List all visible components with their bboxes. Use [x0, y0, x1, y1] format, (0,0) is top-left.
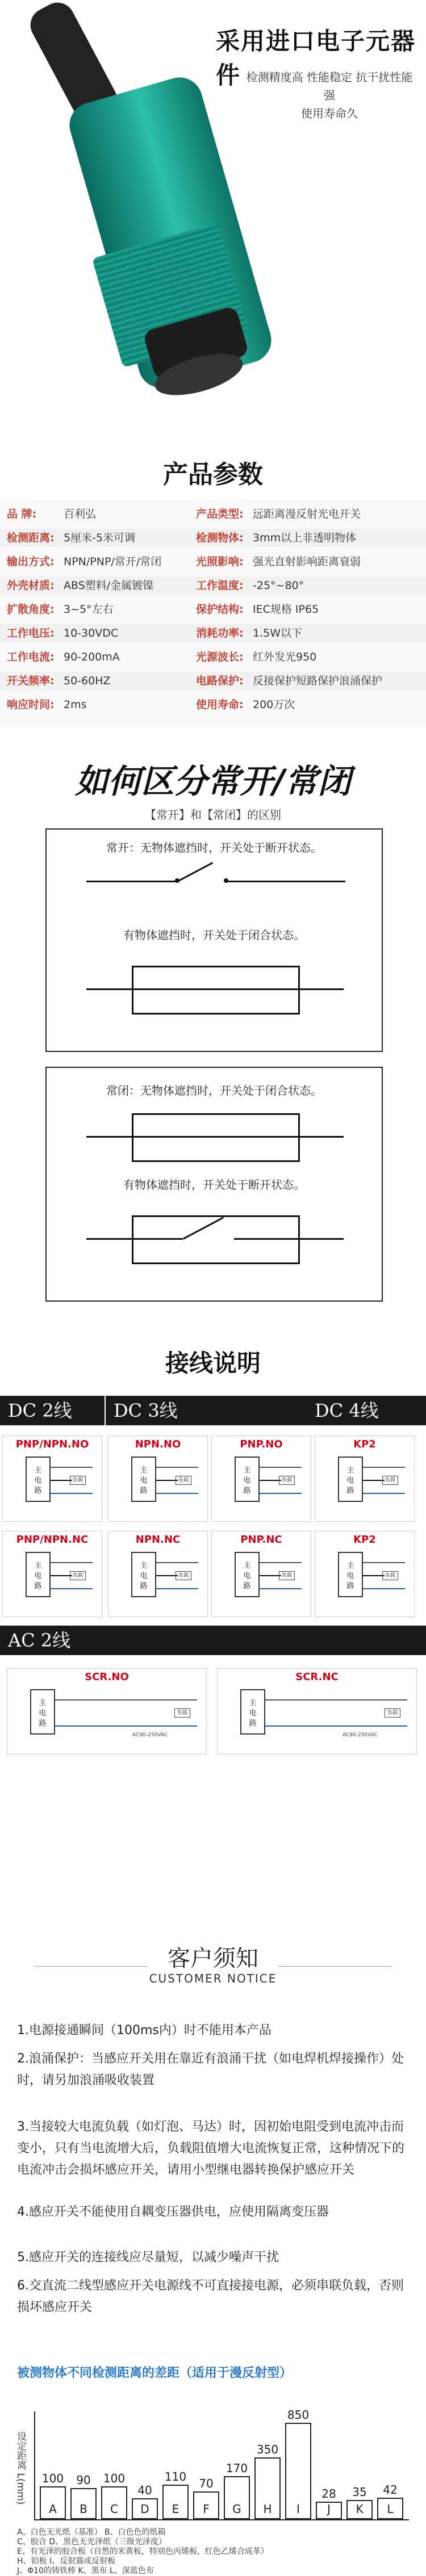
- wiring-card: [211, 1436, 311, 1522]
- param-label: 使用寿命:: [196, 698, 244, 711]
- wire-brown: [363, 1467, 405, 1468]
- hero-slogan-line-2: 使用寿命久: [301, 107, 358, 120]
- main-circuit-box: 主 电 路: [30, 1689, 55, 1735]
- bar-category-label: A: [49, 2502, 57, 2516]
- nc-text-2: 有物体遮挡时，开关处于断开状态。: [123, 1178, 305, 1192]
- load-resistor: 负载: [174, 1708, 190, 1718]
- main-circuit-box: 主 电 路: [131, 1457, 156, 1502]
- bar-value-label: 40: [137, 2484, 152, 2498]
- param-label: 品 牌:: [7, 508, 37, 520]
- notice-item: 1.电源接通瞬间（100ms内）时不能用本产品: [17, 2023, 272, 2038]
- notice-item: 4.感应开关不能使用自耦变压器供电，应使用隔离变压器: [17, 2205, 329, 2219]
- wire-blue: [51, 1493, 93, 1494]
- param-value: 5厘米-5米可调: [64, 532, 136, 544]
- param-row: [0, 600, 426, 618]
- bar-value-label: 110: [164, 2469, 187, 2484]
- param-row: [0, 529, 426, 547]
- bar-category-label: E: [172, 2502, 179, 2516]
- wiring-card-title: PNP.NC: [240, 1534, 282, 1546]
- wiring-card: [217, 1668, 417, 1754]
- wiring-card: [108, 1531, 208, 1617]
- wiring-card-title: KP2: [353, 1438, 376, 1450]
- legend-item: A、白色无光纸（基准） B、白色色的纸箱: [17, 2528, 166, 2537]
- hero-title: 采用进口电子元器件: [216, 27, 416, 89]
- load-resistor: 负载: [70, 1476, 86, 1485]
- bar-value-label: 28: [321, 2487, 336, 2501]
- wire-brown: [260, 1467, 302, 1468]
- main-circuit-box: 主 电 路: [26, 1457, 51, 1502]
- load-resistor: 负载: [176, 1571, 191, 1580]
- param-label: 外壳材质:: [7, 579, 55, 592]
- bar-category-label: J: [327, 2502, 331, 2516]
- wire-brown: [55, 1699, 197, 1701]
- param-row: [0, 624, 426, 642]
- supply-label: AC90-250VAC: [343, 1732, 378, 1738]
- wiring-card-title: SCR.NO: [85, 1671, 129, 1683]
- wire-black: [260, 1575, 281, 1576]
- wiring-card: [315, 1436, 415, 1522]
- param-row: [0, 696, 426, 714]
- wire-brown: [51, 1467, 93, 1468]
- nonc-title: 如何区分常开/常闭: [75, 762, 351, 801]
- param-label: 输出方式:: [7, 555, 55, 568]
- load-resistor: 负载: [382, 1571, 398, 1580]
- param-label: 扩散角度:: [7, 603, 55, 616]
- param-label: 工作电流:: [7, 651, 55, 663]
- params-table: [0, 499, 426, 726]
- bar-dc3: DC 3线: [106, 1396, 307, 1425]
- wire-brown: [260, 1562, 302, 1563]
- param-value: 3~5°左右: [64, 603, 114, 616]
- wire-brown: [265, 1699, 407, 1701]
- load-resistor: 负载: [382, 1476, 398, 1485]
- notice-item: 5.感应开关的连接线应尽量短，以减少噪声干扰: [17, 2250, 279, 2264]
- param-value: ABS塑料/金属镀镍: [64, 579, 154, 592]
- wiring-card-title: NPN.NO: [135, 1438, 181, 1450]
- no-text-1: 常开：无物体遮挡时，开关处于断开状态。: [106, 841, 322, 855]
- param-row: [0, 576, 426, 595]
- bar-category-label: L: [387, 2502, 394, 2516]
- wire-blue: [363, 1588, 405, 1589]
- wiring-card: [108, 1436, 208, 1522]
- bar-category-label: D: [140, 2502, 149, 2516]
- main-circuit-box: 主 电 路: [338, 1457, 363, 1502]
- wire-blue: [260, 1588, 302, 1589]
- nc-text-1: 常闭：无物体遮挡时，开关处于闭合状态。: [106, 1084, 322, 1097]
- param-label: 响应时间:: [7, 698, 55, 711]
- param-label: 保护结构:: [196, 603, 244, 616]
- params-title: 产品参数: [163, 460, 263, 489]
- bar-ac2: AC 2线: [0, 1626, 426, 1655]
- nonc-subtitle: 【常开】和【常闭】的区别: [145, 808, 281, 822]
- supply-label: AC90-250VAC: [132, 1732, 168, 1738]
- param-label: 光源波长:: [196, 651, 244, 663]
- bar-value-label: 100: [103, 2471, 126, 2485]
- wire: [86, 1238, 132, 1240]
- wire-blue: [51, 1588, 93, 1589]
- notice-title: 客户须知: [168, 1946, 258, 1972]
- wire: [86, 988, 132, 990]
- hero-slogan: [244, 68, 415, 123]
- param-row: [0, 672, 426, 690]
- bar-category-label: B: [80, 2502, 87, 2516]
- wire: [226, 881, 345, 882]
- main-circuit-box: 主 电 路: [235, 1552, 260, 1597]
- wire: [234, 1238, 298, 1240]
- chart-ylabel: 设定距离 L(mm): [15, 2431, 26, 2505]
- bar-dc2: DC 2线: [0, 1396, 105, 1425]
- bar-category-label: I: [296, 2502, 300, 2516]
- param-label: 工作电压:: [7, 627, 55, 639]
- wire-black: [156, 1575, 178, 1576]
- param-value: 反接保护短路保护浪涌保护: [253, 675, 383, 687]
- bar-value-label: 170: [225, 2461, 248, 2475]
- wire-brown: [156, 1467, 198, 1468]
- legend-item: J、Φ10的铸铁棒 K、黑布 L、深蓝色布: [17, 2566, 154, 2575]
- hero-slogan-line-1: 检测精度高 性能稳定 抗干扰性能强: [246, 70, 413, 102]
- notice-item: 2.浪涌保护：当感应开关用在靠近有浪涌干扰（如电焊机焊接操作）处时，请另加浪涌吸收装置: [17, 2052, 404, 2087]
- param-value: -25°~80°: [253, 579, 304, 592]
- wire: [298, 1136, 344, 1138]
- param-label: 开关频率:: [7, 675, 55, 687]
- main-circuit-box: 主 电 路: [240, 1689, 265, 1735]
- param-row: [0, 648, 426, 666]
- param-value: 远距离漫反射光电开关: [253, 508, 361, 520]
- wiring-card-title: PNP.NO: [240, 1438, 283, 1450]
- param-value: 200万次: [253, 698, 295, 711]
- main-circuit-box: 主 电 路: [338, 1552, 363, 1597]
- wire: [86, 881, 177, 882]
- param-value: 2ms: [64, 698, 87, 711]
- switch-closed-box: [132, 1113, 300, 1162]
- y-axis: [34, 2411, 35, 2519]
- legend-item: H、铝板 I、反射器或反射板: [17, 2557, 116, 2566]
- wire: [132, 1238, 183, 1240]
- legend-item: C、胶合 D、黑色无光泽纸（三级光泽度）: [17, 2537, 167, 2546]
- wire-blue: [265, 1725, 407, 1727]
- wire-black: [51, 1480, 72, 1481]
- wire-blue: [260, 1493, 302, 1494]
- param-label: 消耗功率:: [196, 627, 244, 639]
- param-label: 检测物体:: [196, 532, 244, 544]
- wiring-card-title: SCR.NC: [295, 1671, 339, 1683]
- wiring-card: [315, 1531, 415, 1617]
- notice-item: 3.当接较大电流负载（如灯泡、马达）时，因初始电阻受到电流冲击而变小，只有当电流增大后，负载阻值增大电流恢复正常，这种情况下的电流冲击会损坏感应开关，请用小型继电器转换保护感应开关: [17, 2120, 405, 2177]
- param-row: [0, 505, 426, 523]
- load-resistor: 负载: [385, 1708, 400, 1718]
- param-value: 1.5W以下: [253, 627, 303, 639]
- wire-black: [363, 1480, 385, 1481]
- main-circuit-box: 主 电 路: [131, 1552, 156, 1597]
- notice-item: 6.交直流二线型感应开关电源线不可直接接电源，必须串联负载，否则损坏感应开关: [17, 2279, 404, 2314]
- switch-blade-closed: [132, 988, 298, 990]
- no-text-2: 有物体遮挡时，开关处于闭合状态。: [123, 928, 305, 942]
- param-value: NPN/PNP/常开/常闭: [64, 555, 162, 568]
- switch-closed-box: [132, 966, 300, 1015]
- wire: [298, 988, 344, 990]
- wiring-card-title: KP2: [353, 1534, 376, 1546]
- bar-category-label: G: [232, 2502, 241, 2516]
- chart-title: 被测物体不同检测距离的差距（适用于漫反射型）: [17, 2366, 293, 2380]
- bar-value-label: 90: [76, 2473, 91, 2487]
- legend-item: E、有光泽的胶合板（自然的米黄板，特别色丙烯板，红色乙烯合成革）: [17, 2547, 269, 2556]
- wiring-card: [7, 1668, 207, 1754]
- no-panel: [45, 828, 383, 1052]
- wiring-card: [2, 1531, 102, 1617]
- wiring-card: [2, 1436, 102, 1522]
- load-resistor: 负载: [176, 1476, 191, 1485]
- wire-black: [260, 1480, 281, 1481]
- bar-category-label: H: [263, 2502, 272, 2516]
- load-resistor: 负载: [279, 1476, 295, 1485]
- param-value: 90-200mA: [64, 651, 120, 663]
- wiring-card-title: PNP/NPN.NO: [15, 1438, 89, 1450]
- param-row: [0, 553, 426, 571]
- param-value: IEC规格 IP65: [253, 603, 319, 616]
- wire-black: [156, 1480, 178, 1481]
- bar-category-label: C: [110, 2502, 118, 2516]
- bar-value-label: 100: [41, 2471, 64, 2485]
- param-label: 产品类型:: [196, 508, 244, 520]
- nc-panel: [45, 1067, 383, 1302]
- wire-black: [51, 1575, 72, 1576]
- bar-value-label: 350: [256, 2442, 279, 2456]
- wiring-card-title: NPN.NC: [135, 1534, 181, 1546]
- wire-brown: [156, 1562, 198, 1563]
- x-axis: [34, 2519, 409, 2520]
- param-label: 检测距离:: [7, 532, 55, 544]
- wire-brown: [363, 1562, 405, 1563]
- wire: [298, 1238, 344, 1240]
- wire-blue: [363, 1493, 405, 1494]
- param-label: 光照影响:: [196, 555, 244, 568]
- notice-subtitle: CUSTOMER NOTICE: [149, 1972, 277, 1985]
- param-label: 电路保护:: [196, 675, 244, 687]
- bar-value-label: 850: [287, 2408, 310, 2422]
- wire-black: [363, 1575, 385, 1576]
- param-label: 工作温度:: [196, 579, 244, 592]
- hero-section: [0, 0, 426, 431]
- load-resistor: 负载: [279, 1571, 295, 1580]
- wire-brown: [51, 1562, 93, 1563]
- bar-category-label: K: [356, 2502, 364, 2516]
- bar-dc4: DC 4线: [307, 1396, 426, 1425]
- param-value: 3mm以上非透明物体: [253, 532, 357, 544]
- wire-blue: [156, 1588, 198, 1589]
- main-circuit-box: 主 电 路: [26, 1552, 51, 1597]
- param-value: 百利弘: [64, 508, 97, 520]
- param-value: 红外发光950: [253, 651, 317, 663]
- switch-open-box: [132, 1215, 300, 1264]
- main-circuit-box: 主 电 路: [235, 1457, 260, 1502]
- bar-value-label: 70: [199, 2477, 214, 2491]
- wiring-card-title: PNP/NPN.NC: [16, 1534, 89, 1546]
- param-value: 强光直射影响距离衰弱: [253, 555, 361, 568]
- wire-blue: [156, 1493, 198, 1494]
- wire: [86, 1136, 132, 1138]
- bar-category-label: F: [203, 2502, 210, 2516]
- wiring-card: [211, 1531, 311, 1617]
- wire-blue: [55, 1725, 197, 1727]
- bar-value-label: 42: [383, 2483, 398, 2497]
- param-value: 10-30VDC: [64, 627, 119, 639]
- param-value: 50-60HZ: [64, 675, 111, 687]
- wiring-title: 接线说明: [165, 1349, 261, 1377]
- switch-blade-open: [177, 862, 213, 882]
- bar-value-label: 35: [352, 2485, 367, 2499]
- load-resistor: 负载: [70, 1571, 86, 1580]
- switch-blade-closed: [132, 1136, 298, 1138]
